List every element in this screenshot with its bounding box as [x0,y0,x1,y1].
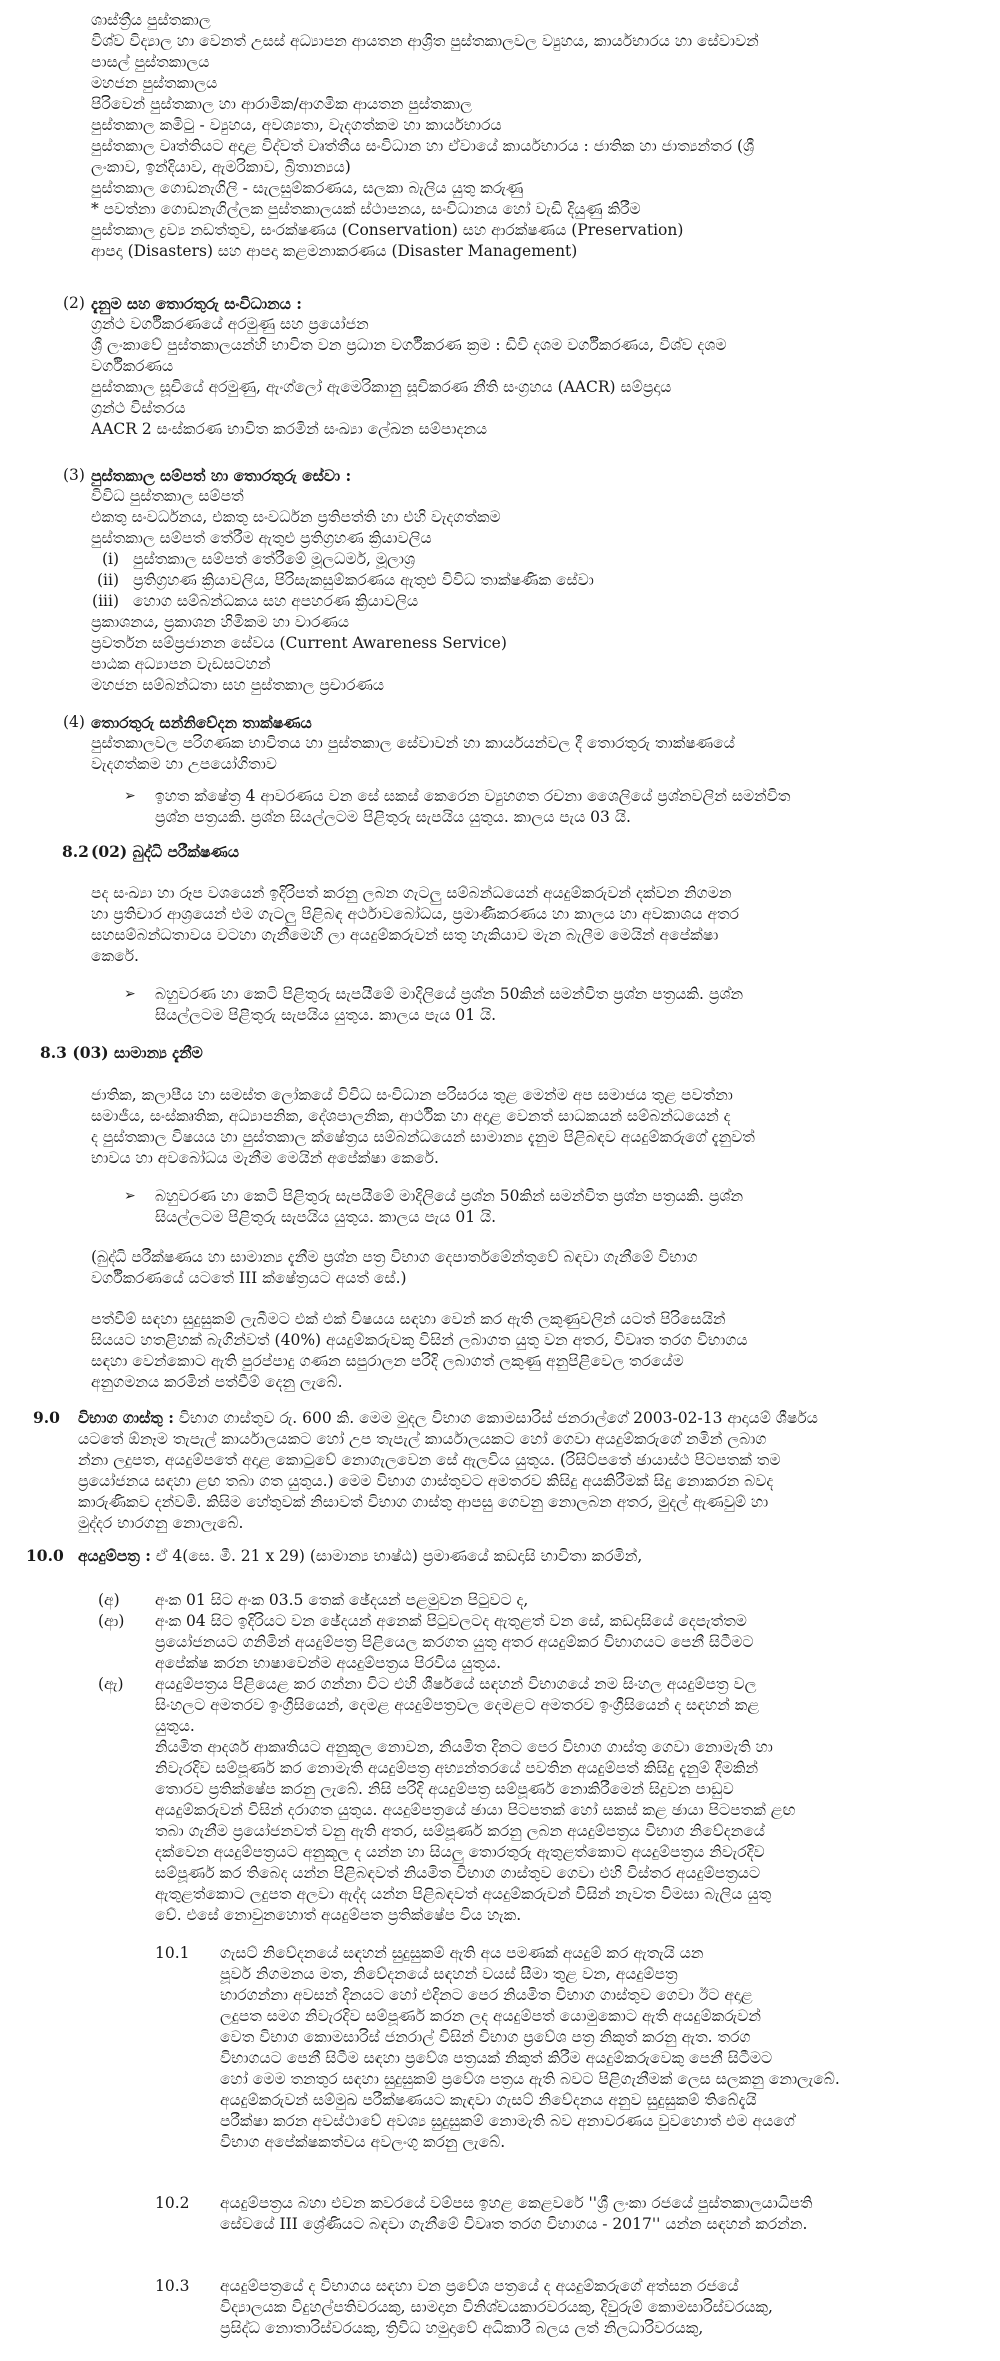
body-line: අංක 04 සිට ඉදිරියට වන ඡේදයන් අනෙක් පිටුවලටද ඇතුළත් වන සේ, කඩදාසියේ දෙපැත්තම [155,1612,747,1630]
section-8-2-body [91,883,981,967]
body-line: ඇතුළත්කොට ලදුපත අලවා ඇද්ද යන්න පිළිබඳවත් අයදුම්කරුවන් විසින් නැවත විමසා බැලිය යුතු [155,1885,772,1903]
section-2-line: ග්‍රන්ථ විස්තරය [91,399,186,417]
body-line: භාරගන්නා අවසන් දිනයට හෝ එදිනට පෙර නියමිත විභාග ගාස්තුව ගෙවා ඊට අදාළ [220,1986,753,2004]
para-10-3-number: 10.3 [155,2277,190,2295]
body-line: විභාගයට පෙනී සිටීම සඳහා ප්‍රවේශ පත්‍රයක් නිකුත් කිරීම අයදුම්කරුවෙකු පෙනී සිටීමට [220,2049,773,2067]
topic-line: පුස්තකාල ගොඩනැගිලි - සැලසුම්කරණය, සලකා බැලිය යුතු කරුණු [91,179,524,197]
body-line: කෙරේ. [91,947,139,965]
body-line: යුතුය. [155,1717,195,1735]
section-3-number: (3) [63,466,85,484]
exam-note-line: සියල්ලටම පිළිතුරු සැපයිය යුතුය. කාලය පැය 01 යි. [155,1208,497,1226]
item-a [155,1590,985,1611]
section-10-title: අයදුම්පත්‍ර : [78,1546,151,1565]
body-line: ප්‍රයෝජනය සඳහා ළඟ තබා ගත යුතුය.) මෙම විභාග ගාස්තුවට අමතරව කිසිදු අයකිරීමක් සිදු නොකරන බවද [78,1472,774,1490]
roman-numeral: (iii) [92,592,119,610]
body-line: මුද්දර භාරගනු නොලැබේ. [78,1514,244,1532]
body-line: නිවැරදිව සම්පූර්ණ කර නොමැති අයදුම්පත්‍ර අභ්‍යන්තරයේ පවතින අයදුම්පත් කිසිදු දැනුම් දීමකින් [155,1759,759,1777]
body-line: සඳහා වෙන්කොට ඇති පුරප්පාදු ගණන සපුරාලන පරිදි ලබාගත් ලකුණු අනුපිළිවෙල තරයේම [91,1352,684,1370]
item-aa-label: (ආ) [98,1612,125,1630]
exam-note-line: බහුවරණ හා කෙටි පිළිතුරු සැපයීමේ මාදිලියේ ප්‍රශ්න 50කින් සමන්විත ප්‍රශ්න පත්‍රයකි. ප්‍රශ්න [155,985,744,1003]
body-line: පත්වීම් සඳහා සුදුසුකම් ලැබීමට එක් එක් විෂයය සඳහා වෙන් කර ඇති ලකුණුවලින් යටත් පිරිසෙයින් [91,1310,726,1328]
section-10-first-text: ඒ 4(සෙ. මී. 21 x 29) (සාමාන්‍ය භාෂ්ඨ) ප්‍රමාණයේ කඩදාසි භාවිතා කරමින්, [150,1547,643,1565]
sublist-item-text: ප්‍රතිග්‍රහණ ක්‍රියාවලිය, පිරිසැකසුම්කරණය ඇතුළු විවිධ තාක්ෂණික සේවා [133,571,594,589]
classification-note [91,1247,981,1289]
arrow-bullet-icon: ➢ [124,788,136,804]
body-line: අයදුම්පත්‍රය පිළියෙළ කර ගන්නා විට එහි ශීර්ෂයේ සඳහන් විභාගයේ නම සිංහල අයදුම්පත්‍ර වල [155,1675,757,1693]
sublist-item [91,570,981,591]
section-8-2-title: (02) බුද්ධි පරීක්ෂණය [91,842,239,861]
section-4-number: (4) [63,713,85,731]
para-10-1-number: 10.1 [155,1944,190,1962]
para-10-3 [220,2276,985,2339]
sublist-item-text: හොග සම්බන්ධකය සහ අපහරණ ක්‍රියාවලිය [133,592,419,610]
body-line: අයදුම්පත්‍රය බහා එවන කවරයේ වම්පස ඉහළ කෙළවරේ ''ශ්‍රී ලංකා රජයේ පුස්තකාලයාධිපති [220,2194,813,2212]
section-3-title: පුස්තකාල සම්පත් හා තොරතුරු සේවා : [91,466,352,485]
section-3-line: ප්‍රකාශනය, ප්‍රකාශන හිමිකම හා වාරණය [91,613,350,631]
section-4 [91,712,981,775]
body-line: දක්වෙන අයදුම්පත්‍රයට අනුකූල ද යන්න හා සියලු තොරතුරු ඇතුළත්කොට අයදුම්පත්‍රය නිවැරදිව [155,1843,765,1861]
topic-line: ලංකාව, ඉන්දියාව, ඇමරිකාව, බ්‍රිතාන්‍යය) [91,158,351,176]
exam-note-2 [155,984,985,1026]
body-line: ලදුපත සමග නිවැරදිව සම්පූර්ණ කරන ලද අයදුම්පත් යොමුකොට ඇති අයදුම්කරුවන් [220,2007,761,2025]
section-9-first-text: විභාග ගාස්තුව රු. 600 කි. මෙම මුදල විභාග කොමසාරිස් ජනරාල්ගේ 2003-02-13 ආදායම් ශීර්ෂය [173,1409,818,1427]
section-3 [91,465,981,696]
section-10-number: 10.0 [26,1546,64,1565]
section-10-first-line [78,1545,983,1567]
section-3-line: එකතු සංවර්ධනය, එකතු සංවර්ධන ප්‍රතිපත්ති හා එහි වැදගත්කම [91,508,501,526]
body-line: සියයට හතළිහක් බැගින්වත් (40%) අයදුම්කරුවකු විසින් ලබාගත යුතු වන අතර, විවෘත තරග විභාගය [91,1331,748,1349]
body-line: න්නා ලදුපත, අයදුම්පතේ අදාළ කොටුවේ නොගැලවෙන සේ ඇලවිය යුතුය. (රිසිට්පතේ ඡායාස්ථ පිටපතක් තම [78,1451,781,1469]
section-3-line: පාඨක අධ්‍යාපන වැඩසටහන් [91,655,271,673]
body-line: පූර්ව නිගමනය මත, නිවේදනයේ සඳහන් වයස් සීමා තුළ වන, අයදුම්පත්‍ර [220,1965,678,1983]
item-ae-label: (ඇ) [98,1675,124,1693]
topic-line: පාසල් පුස්තකාලය [91,53,210,71]
body-line: වේ. එසේ නොවුනහොත් අයදුම්පත ප්‍රතික්ෂේප විය හැක. [155,1906,522,1924]
sublist-item-text: පුස්තකාල සම්පත් තේරීමේ මූලධර්ම, මූලාශ්‍ර [133,550,416,568]
body-line: තබා ගැනීම ප්‍රයෝජනවත් වනු ඇති අතර, සම්පූර්ණ කරනු ලබන අයදුම්පත්‍රය විභාග නිවේදනයේ [155,1822,765,1840]
section-2-line: ග්‍රන්ථ වර්ගීකරණයේ අරමුණු සහ ප්‍රයෝජන [91,315,369,333]
topic-line: ශාස්ත්‍රීය පුස්තකාල [91,11,211,29]
body-line: පද සංඛ්‍යා හා රූප වශයෙන් ඉදිරිපත් කරනු ලබන ගැටලු සම්බන්ධයෙන් අයදුම්කරුවන් දක්වන නිගමන [91,884,732,902]
exam-note-line: සියල්ලටම පිළිතුරු සැපයිය යුතුය. කාලය පැය 01 යි. [155,1006,497,1024]
para-10-2 [220,2193,985,2235]
section-4-line: පුස්තකාලවල පරිගණක භාවිතය හා පුස්තකාල සේවාවන් හා කාර්යයන්වල දී තොරතුරු තාක්ෂණයේ [91,734,735,752]
body-line: යටතේ ඕනෑම තැපැල් කාර්යාලයකට හෝ උප තැපැල් කාර්යාලයකට හෝ ගෙවා අයදුම්කරුගේ නමින් ලබාග [78,1430,767,1448]
body-line: අයදුම්කරුවන් සම්මුඛ පරීක්ෂණයට කැඳවා ගැසට් නිවේදනය අනුව සුදුසුකම් තිබේදැයි [220,2091,757,2109]
topic-line: පුස්තකාල ද්‍රව්‍ය නඩත්තුව, සංරක්ෂණය (Conservation) සහ ආරක්ෂණය (Preservation) [91,221,684,239]
qualification-paragraph [91,1309,981,1393]
section-8-2-number: 8.2 [62,842,89,861]
body-line: ප්‍රසිද්ධ නොතාරිස්වරයකු, ත්‍රිවිධ හමුදාවේ අධිකාරී බලය ලත් නිලධාරිවරයකු, [220,2319,704,2337]
section-8-3-title: 8.3 (03) සාමාන්‍ය දැනීම [40,1043,203,1062]
body-line: විභාග අපේක්ෂකත්වය අවලංගු කරනු ලැබේ. [220,2133,506,2151]
topic-line: මහජන පුස්තකාලය [91,74,218,92]
section-9-title: විභාග ගාස්තු : [78,1408,174,1427]
body-line: තොරව ප්‍රතික්ෂේප කරනු ලැබේ. නිසි පරිදි අයදුම්පත්‍ර සම්පූර්ණ නොකිරීමෙන් සිදුවන පාඩුව [155,1780,734,1798]
para-10-2-number: 10.2 [155,2194,190,2212]
topic-line: පුස්තකාල වෘත්තියට අදාළ විද්වත් වෘත්තීය සංවිධාන හා ඒවායේ කාර්යභාරය : ජාතික හා ජාත්‍යන්තර (ශ්‍රී [91,137,755,155]
section-4-title: තොරතුරු සන්නිවේදන තාක්ෂණය [91,713,312,732]
section-4-line: වැදගත්කම හා උපයෝගිතාව [91,755,277,773]
sublist-item [91,591,981,612]
exam-note-line: ඉහත ක්ෂේත්‍ර 4 ආවරණය වන සේ සකස් කෙරෙන ව්‍යුහගත රචනා ශෛලියේ ප්‍රශ්නවලින් සමන්විත [155,787,791,805]
topic-line: ආපදා (Disasters) සහ ආපදා කළමනාකරණය (Disaster Management) [91,242,578,260]
section-2-line: පුස්තකාල සූචියේ අරමුණු, ඇංග්ලෝ ඇමෙරිකානු සූචිකරණ නීති සංග්‍රහය (AACR) සම්ප්‍රදාය [91,378,672,396]
item-ae [155,1674,985,1737]
body-line: සහසම්බන්ධතාවය වටහා ගැනීමෙහි ලා අයදුම්කරුවන් සතු හැකියාව මැන බැලීම මෙයින් අපේක්ෂා [91,926,719,944]
section-9-number: 9.0 [33,1408,60,1427]
section-2-line: ශ්‍රී ලංකාවේ පුස්තකාලයන්හි භාවිත වන ප්‍රධාන වර්ගීකරණ ක්‍රම : ඩිවි දශම වර්ගීකරණය, විශ්ව දශම [91,336,727,354]
exam-note-line: ප්‍රශ්න පත්‍රයකි. ප්‍රශ්න සියල්ලටම පිළිතුරු සැපයිය යුතුය. කාලය පැය 03 යි. [155,808,631,826]
body-line: භාවය හා අවබෝධය මැනීම මෙයින් අපේක්ෂා කෙරේ. [91,1149,439,1167]
roman-numeral: (ii) [96,571,119,589]
topic-line: * පවත්නා ගොඩනැගිල්ලක පුස්තකාලයක් ස්ථාපනය, සංවිධානය හෝ වැඩි දියුණු කිරීම [91,200,641,218]
body-line: සමාජීය, සංස්කෘතික, අධ්‍යාපනික, දේශපාලනික, ආර්ථික හා අදාළ වෙනත් සාධකයන් සම්බන්ධයෙන් ද [91,1107,731,1125]
section-3-line: මහජන සම්බන්ධතා සහ පුස්තකාල ප්‍රචාරණය [91,676,384,694]
body-line: අංක 01 සිට අංක 03.5 තෙක් ඡේදයන් පළමුවන පිටුවට ද, [155,1591,529,1609]
exam-note-line: බහුවරණ හා කෙටි පිළිතුරු සැපයීමේ මාදිලියේ ප්‍රශ්න 50කින් සමන්විත ප්‍රශ්න පත්‍රයකි. ප්‍රශ්න [155,1187,744,1205]
sublist-item [91,549,981,570]
section-3-line: විවිධ පුස්තකාල සම්පත් [91,487,244,505]
section-2 [91,293,981,440]
section-10-first [78,1545,983,1567]
body-line: පරීක්ෂා කරන අවස්ථාවේ අවශ්‍ය සුදුසුකම් නොමැති බව අනාවරණය වුවහොත් එම අයගේ [220,2112,795,2130]
section-3-sublist [91,549,981,612]
section-9-first-line [78,1407,983,1429]
body-line: හා ප්‍රතිචාර ආශ්‍රයෙන් එම ගැටලු පිළිබඳ අර්ථාවබෝධය, ප්‍රමාණීකරණය හා කාලය හා අවකාශය අතර [91,905,740,923]
body-line: ද පුස්තකාල විෂයය හා පුස්තකාල ක්ෂේත්‍රය සම්බන්ධයෙන් සාමාන්‍ය දැනුම පිළිබඳව අයදුම්කරුගේ දැනුවත් [91,1128,755,1146]
section-2-line: වර්ගීකරණය [91,357,174,375]
body-line: (බුද්ධි පරීක්ෂණය හා සාමාන්‍ය දැනීම ප්‍රශ්න පත්‍ර විභාග දෙපාර්තමේන්තුවේ බඳවා ගැනීමේ විභාග [91,1248,698,1266]
arrow-bullet-icon: ➢ [124,1188,136,1204]
body-line: අයදුම්පත්‍රයේ ද විභාගය සඳහා වන ප්‍රවේශ පත්‍රයේ ද අයදුම්කරුගේ අත්සන රජයේ [220,2277,739,2295]
top-topic-list [91,10,981,262]
body-line: විද්‍යාලයක විදුහල්පතිවරයකු, සාමදාන විනිශ්චයකාරවරයකු, දිවුරුම් කොමසාරිස්වරයකු, [220,2298,773,2316]
body-line: අපේක්ෂ කරන භාෂාවෙන්ම අයදුම්පත්‍රය පිරවිය යුතුය. [155,1654,502,1672]
body-line: හෝ මෙම තනතුර සඳහා සුදුසුකම් ප්‍රවේශ පත්‍රය ඇති බවට පිළිගැනීමක් ලෙස සලකනු නොලැබේ. [220,2070,840,2088]
body-line: සිංහලට අමතරව ඉංග්‍රීසියෙන්, දෙමළ අයදුම්පත්‍රවල දෙමළට අමතරව ඉංග්‍රීසියෙන් ද සඳහන් කළ [155,1696,760,1714]
body-line: නියමිත ආදර්ශ ආකෘතියට අනුකූල නොවන, නියමිත දිනට පෙර විභාග ගාස්තු ගෙවා නොමැති හා [155,1738,773,1756]
section-9 [78,1407,983,1534]
topic-line: විශ්ව විද්‍යාල හා වෙනත් උසස් අධ්‍යාපන ආයතන ආශ්‍රිත පුස්තකාලවල ව්‍යුහය, කාර්යභාරය හා සේවාවන් [91,32,759,50]
section-3-line: ප්‍රවර්තන සම්ප්‍රජානන සේවය (Current Awareness Service) [91,634,507,652]
roman-numeral: (i) [101,550,119,568]
body-line: කාරුණිකව දන්වමි. කිසිම හේතුවක් නිසාවත් විභාග ගාස්තු ආපසු ගෙවනු නොලබන අතර, මුදල් ඇණවුම් හා [78,1493,769,1511]
section-2-number: (2) [63,294,85,312]
section-8-3-body [91,1085,981,1169]
body-line: සේවයේ III ශ්‍රේණියට බඳවා ගැනීමේ විවෘත තරග විභාගය - 2017'' යන්න සඳහන් කරන්න. [220,2215,808,2233]
exam-note-1 [155,786,985,828]
exam-note-3 [155,1186,985,1228]
topic-line: පුස්තකාල කමිටු - ව්‍යුහය, අවශ්‍යතා, වැදගත්කම හා කාර්යභාරය [91,116,502,134]
para-10-1 [220,1943,985,2153]
section-2-line: AACR 2 සංස්කරණ භාවිත කරමින් සංඛ්‍යා ලේඛන සම්පාදනය [91,420,488,438]
arrow-bullet-icon: ➢ [124,986,136,1002]
body-line: ජාතික, කලාපීය හා සමස්ත ලෝකයේ විවිධ සංවිධාන පරිසරය තුළ මෙන්ම අප සමාජය තුළ පවත්නා [91,1086,733,1104]
body-line: අනුගමනය කරමින් පත්වීම් දෙනු ලැබේ. [91,1373,343,1391]
body-line: ප්‍රයෝජනයට ගනිමින් අයදුම්පත්‍ර පිළියෙල කරගත යුතු අතර අයදුම්කර විභාගයට පෙනී සිටීමට [155,1633,754,1651]
rejection-paragraph [155,1737,985,1926]
body-line: වර්ගීකරණයේ යටතේ III ක්ෂේත්‍රයට අයත් සේ.) [91,1269,407,1287]
body-line: ගැසට් නිවේදනයේ සඳහන් සුදුසුකම් ඇති අය පමණක් අයදුම් කර ඇතැයි යන [220,1944,704,1962]
section-3-line: පුස්තකාල සම්පත් තේරීම ඇතුළු ප්‍රතිග්‍රහණ ක්‍රියාවලිය [91,529,432,547]
item-aa [155,1611,985,1674]
section-2-title: දැනුම සහ තොරතුරු සංවිධානය : [91,294,302,313]
topic-line: පිරිවෙන් පුස්තකාල හා ආරාමික/ආගමික ආයතන පුස්තකාල [91,95,472,113]
item-a-label: (අ) [98,1591,120,1609]
body-line: වෙත විභාග කොමසාරිස් ජනරාල් විසින් විභාග ප්‍රවේශ පත්‍ර නිකුත් කරනු ඇත. තරග [220,2028,751,2046]
body-line: අයදුම්කරුවන් විසින් දරාගත යුතුය. අයදුම්පත්‍රයේ ඡායා පිටපතක් හෝ සකස් කළ ඡායා පිටපතක් ළඟ [155,1801,796,1819]
body-line: සම්පූර්ණ කර තිබෙද යන්න පිළිබඳවත් නියමිත විභාග ගාස්තුව ගෙවා එහි විස්තර අයදුම්පත්‍රයට [155,1864,761,1882]
